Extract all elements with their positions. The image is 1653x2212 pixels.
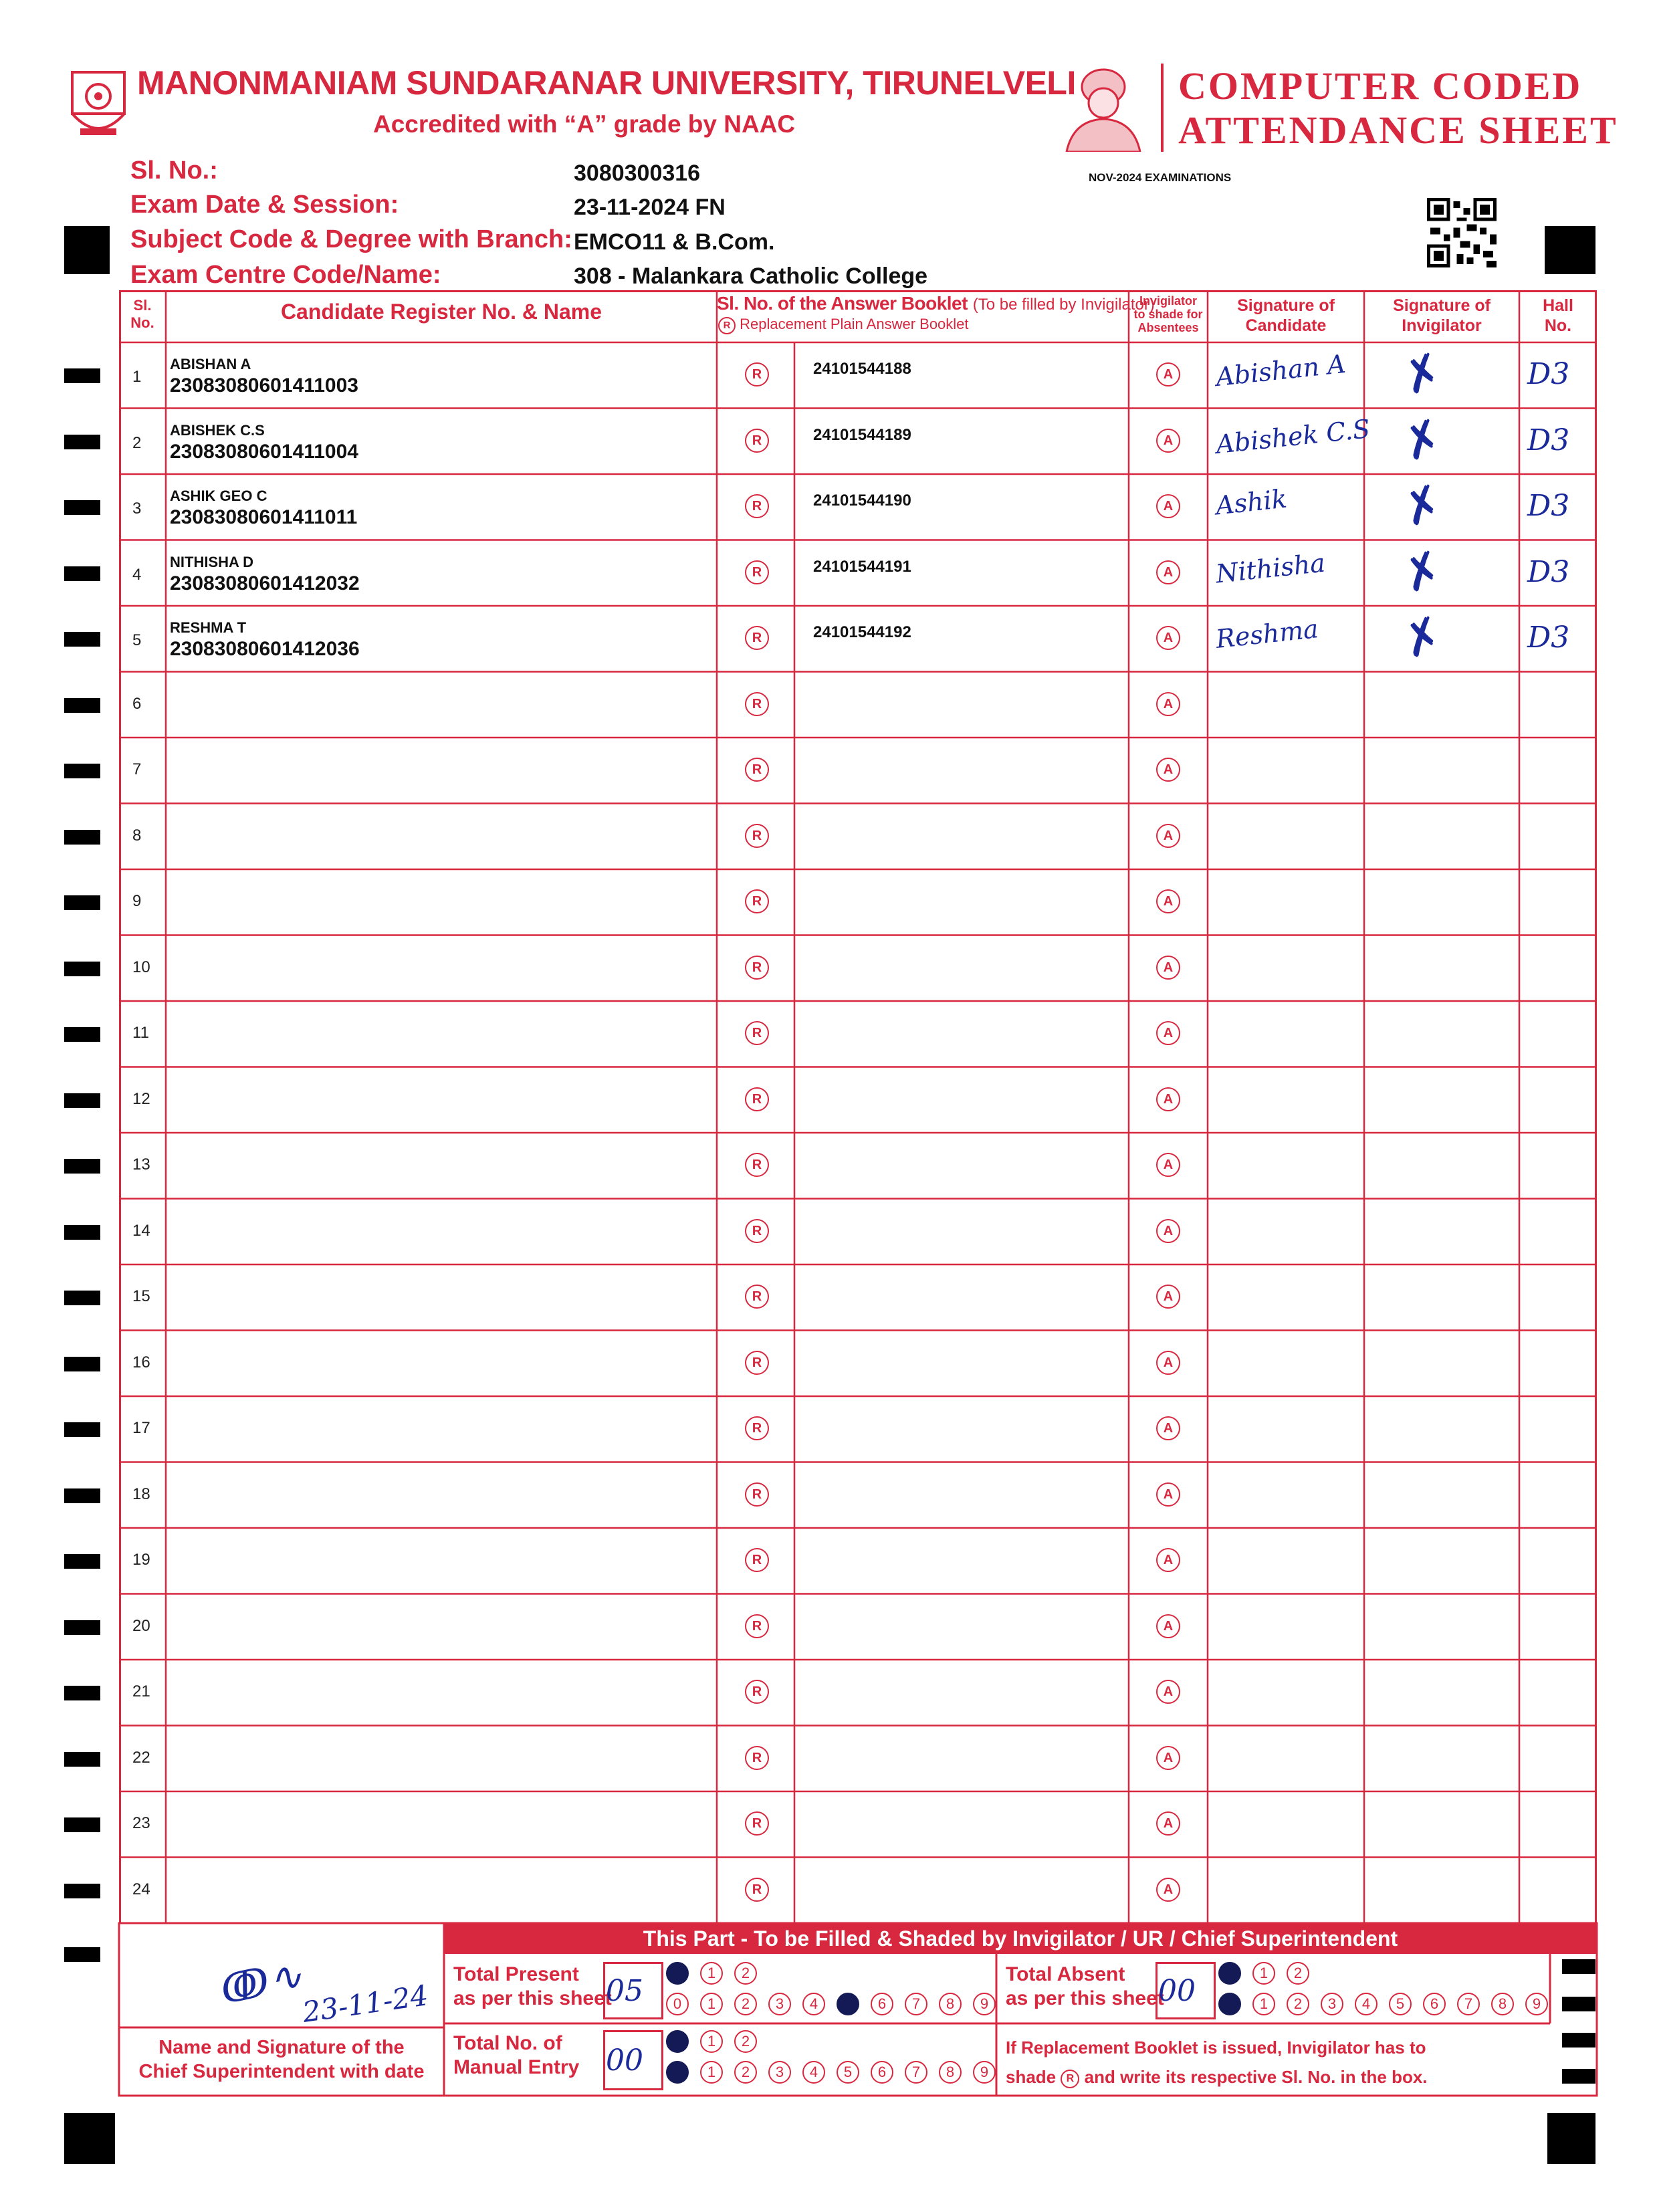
invigilator-signature: ✗: [1394, 604, 1450, 670]
col-header-sig-candidate-2: Candidate: [1245, 316, 1327, 335]
absent-units-bubble-5[interactable]: 5: [1389, 1993, 1412, 2015]
absent-units-bubble-7[interactable]: 7: [1457, 1993, 1480, 2015]
manual-label-2: Manual Entry: [453, 2056, 580, 2078]
footer-banner: This Part - To be Filled & Shaded by Invigilator / UR / Chief Superintendent: [444, 1923, 1597, 1954]
manual-units-bubble-3[interactable]: 3: [768, 2061, 791, 2084]
row-number: 22: [132, 1748, 150, 1767]
candidate-signature: Abishan A: [1214, 348, 1347, 393]
col-header-absent-1: Invigilator: [1139, 294, 1197, 308]
replacement-bubble[interactable]: R: [745, 1219, 769, 1243]
absent-bubble[interactable]: A: [1156, 1351, 1180, 1375]
replacement-note-shade: shade: [1006, 2067, 1057, 2087]
row-number: 11: [132, 1024, 149, 1042]
sheet-title-line1: COMPUTER CODED: [1178, 64, 1583, 108]
present-units-bubble-2[interactable]: 2: [734, 1993, 757, 2015]
invigilator-signature: ✗: [1394, 407, 1450, 473]
row-number: 6: [132, 694, 142, 713]
manual-tens-bubble-2[interactable]: 2: [734, 2030, 757, 2053]
absent-bubble[interactable]: A: [1156, 1021, 1180, 1045]
candidate-name: NITHISHA D: [170, 553, 254, 570]
present-label-1: Total Present: [453, 1963, 579, 1985]
subject-value: EMCO11 & B.Com.: [574, 229, 775, 255]
booklet-number: 24101544191: [813, 557, 911, 576]
replacement-note-rest: and write its respective Sl. No. in the box.: [1084, 2067, 1428, 2087]
replacement-bubble[interactable]: R: [745, 1087, 769, 1111]
chief-label: [119, 2035, 444, 2084]
absent-bubble[interactable]: A: [1156, 1811, 1180, 1836]
exam-date-value: 23-11-2024 FN: [574, 195, 726, 220]
absent-bubble[interactable]: A: [1156, 889, 1180, 913]
absent-bubble[interactable]: A: [1156, 692, 1180, 716]
row-number: 16: [132, 1353, 150, 1371]
absent-bubble[interactable]: A: [1156, 1087, 1180, 1111]
absent-bubble[interactable]: A: [1156, 758, 1180, 782]
absent-value: 00: [1158, 1974, 1196, 2008]
absent-bubble[interactable]: A: [1156, 1680, 1180, 1704]
row-number: 24: [132, 1880, 150, 1898]
replacement-bubble[interactable]: R: [745, 560, 769, 584]
register-number: 23083080601412036: [170, 638, 360, 660]
replacement-bubble[interactable]: R: [745, 1416, 769, 1440]
replacement-bubble[interactable]: R: [745, 889, 769, 913]
col-header-booklet-main: Sl. No. of the Answer Booklet: [717, 293, 968, 314]
absent-bubble[interactable]: A: [1156, 362, 1180, 386]
replacement-bubble[interactable]: R: [745, 429, 769, 453]
chief-label-1: Name and Signature of the: [158, 2037, 405, 2058]
manual-units-bubble-6[interactable]: 6: [871, 2061, 893, 2084]
absent-bubble[interactable]: A: [1156, 1878, 1180, 1902]
manual-units-bubble-1[interactable]: 1: [700, 2061, 723, 2084]
manual-label: [453, 2031, 579, 2080]
absent-bubble[interactable]: A: [1156, 1548, 1180, 1572]
present-label-2: as per this sheet: [453, 1987, 612, 2009]
col-header-slno-2: No.: [130, 314, 154, 331]
absent-units-bubble-2[interactable]: 2: [1287, 1993, 1309, 2015]
replacement-bubble-icon: R: [1061, 2070, 1079, 2088]
manual-units-bubble-9[interactable]: 9: [973, 2061, 996, 2084]
col-header-hall-2: No.: [1544, 316, 1572, 335]
present-tens-bubble-2[interactable]: 2: [734, 1962, 757, 1985]
replacement-bubble[interactable]: R: [745, 692, 769, 716]
absent-bubble[interactable]: A: [1156, 626, 1180, 650]
row-number: 13: [132, 1155, 150, 1174]
absent-units-bubble-3[interactable]: 3: [1321, 1993, 1343, 2015]
present-tens-bubble-0[interactable]: [666, 1962, 689, 1985]
row-number: 14: [132, 1221, 150, 1240]
row-number: 2: [132, 433, 142, 452]
chief-signature: ↂ∿: [217, 1951, 307, 2014]
exam-date-label: Exam Date & Session:: [130, 191, 399, 219]
manual-units-bubble-5[interactable]: 5: [837, 2061, 859, 2084]
register-number: 23083080601412032: [170, 572, 360, 594]
manual-units-bubble-0[interactable]: [666, 2061, 689, 2084]
row-number: 4: [132, 565, 142, 584]
absent-label: [1006, 1963, 1164, 2011]
present-units-bubble-9[interactable]: 9: [973, 1993, 996, 2015]
hall-number: D3: [1527, 423, 1570, 457]
absent-units-bubble-6[interactable]: 6: [1423, 1993, 1446, 2015]
col-header-sig-candidate-1: Signature of: [1237, 296, 1335, 315]
absent-bubble[interactable]: A: [1156, 1153, 1180, 1177]
col-header-hall-1: Hall: [1543, 296, 1573, 315]
candidate-signature: Ashik: [1214, 483, 1289, 521]
row-number: 1: [132, 368, 142, 386]
candidate-signature: Abishek C.S: [1214, 413, 1371, 459]
replacement-bubble[interactable]: R: [745, 1548, 769, 1572]
col-header-candidate: Candidate Register No. & Name: [280, 300, 602, 324]
row-number: 18: [132, 1484, 150, 1503]
invigilator-signature: ✗: [1394, 473, 1450, 538]
row-number: 19: [132, 1551, 150, 1569]
hall-number: D3: [1527, 489, 1570, 523]
invigilator-signature: ✗: [1394, 341, 1450, 407]
chief-date: 23-11-24: [300, 1979, 431, 2029]
register-number: 23083080601411003: [170, 374, 358, 397]
absent-tens-bubble-0[interactable]: [1218, 1962, 1241, 1985]
booklet-number: 24101544190: [813, 491, 911, 510]
absent-bubble[interactable]: A: [1156, 1614, 1180, 1638]
col-header-sig-invigilator-1: Signature of: [1393, 296, 1491, 315]
present-units-bubble-6[interactable]: 6: [871, 1993, 893, 2015]
row-number: 21: [132, 1682, 150, 1700]
col-header-sig-invigilator-2: Invigilator: [1402, 316, 1482, 335]
row-number: 20: [132, 1616, 150, 1635]
exam-tag: NOV-2024 EXAMINATIONS: [1089, 171, 1232, 184]
absent-units-bubble-8[interactable]: 8: [1491, 1993, 1514, 2015]
replacement-bubble[interactable]: R: [745, 758, 769, 782]
manual-value: 00: [606, 2043, 643, 2078]
col-header-booklet-note: (To be filled by Invigilator): [972, 296, 1155, 314]
row-number: 8: [132, 826, 142, 845]
row-number: 7: [132, 760, 142, 778]
absent-label-2: as per this sheet: [1006, 1987, 1164, 2009]
manual-tens-bubble-0[interactable]: [666, 2030, 689, 2053]
row-number: 5: [132, 631, 142, 649]
replacement-bubble[interactable]: R: [745, 626, 769, 650]
absent-bubble[interactable]: A: [1156, 824, 1180, 848]
present-units-bubble-0[interactable]: 0: [666, 1993, 689, 2015]
present-tens-bubble-1[interactable]: 1: [700, 1962, 723, 1985]
col-header-slno-1: Sl.: [133, 297, 152, 314]
accreditation-text: Accredited with “A” grade by NAAC: [373, 110, 796, 138]
absent-units-bubble-4[interactable]: 4: [1355, 1993, 1378, 2015]
absent-bubble[interactable]: A: [1156, 494, 1180, 518]
subject-label: Subject Code & Degree with Branch:: [130, 225, 572, 253]
row-number: 15: [132, 1287, 150, 1305]
sl-no-label: Sl. No.:: [130, 156, 218, 185]
booklet-number: 24101544189: [813, 425, 911, 444]
replacement-note-1: If Replacement Booklet is issued, Invigilator has to: [1006, 2037, 1426, 2058]
register-number: 23083080601411011: [170, 506, 358, 528]
row-number: 3: [132, 500, 142, 518]
present-units-bubble-4[interactable]: 4: [802, 1993, 825, 2015]
absent-units-bubble-1[interactable]: 1: [1252, 1993, 1275, 2015]
candidate-signature: Reshma: [1214, 614, 1320, 654]
replacement-bubble[interactable]: R: [745, 1614, 769, 1638]
present-label: [453, 1963, 612, 2011]
university-name: MANONMANIAM SUNDARANAR UNIVERSITY, TIRUNELVELI: [137, 64, 1076, 102]
replacement-bubble[interactable]: R: [745, 1153, 769, 1177]
replacement-bubble-icon: R: [718, 317, 736, 334]
present-units-bubble-8[interactable]: 8: [939, 1993, 962, 2015]
replacement-bubble[interactable]: R: [745, 824, 769, 848]
centre-value: 308 - Malankara Catholic College: [574, 263, 928, 289]
register-number: 23083080601411004: [170, 440, 358, 463]
absent-label-1: Total Absent: [1006, 1963, 1125, 1985]
manual-units-bubble-8[interactable]: 8: [939, 2061, 962, 2084]
replacement-bubble[interactable]: R: [745, 494, 769, 518]
present-value: 05: [606, 1974, 643, 2008]
replacement-bubble[interactable]: R: [745, 956, 769, 980]
hall-number: D3: [1527, 357, 1570, 391]
replacement-note: [1006, 2033, 1428, 2092]
candidate-name: RESHMA T: [170, 619, 247, 636]
chief-label-2: Chief Superintendent with date: [138, 2061, 425, 2082]
replacement-bubble[interactable]: R: [745, 1680, 769, 1704]
col-header-replacement-text: Replacement Plain Answer Booklet: [740, 316, 969, 332]
absent-bubble[interactable]: A: [1156, 956, 1180, 980]
sheet-title-line2: ATTENDANCE SHEET: [1178, 108, 1618, 152]
manual-tens-bubble-1[interactable]: 1: [700, 2030, 723, 2053]
absent-bubble[interactable]: A: [1156, 1285, 1180, 1309]
hall-number: D3: [1527, 621, 1570, 655]
present-units-bubble-3[interactable]: 3: [768, 1993, 791, 2015]
invigilator-signature: ✗: [1394, 538, 1450, 604]
sl-no-value: 3080300316: [574, 160, 701, 186]
replacement-bubble[interactable]: R: [745, 1351, 769, 1375]
replacement-bubble[interactable]: R: [745, 1878, 769, 1902]
present-units-bubble-7[interactable]: 7: [905, 1993, 927, 2015]
absent-tens-bubble-2[interactable]: 2: [1287, 1962, 1309, 1985]
manual-units-bubble-7[interactable]: 7: [905, 2061, 927, 2084]
absent-units-bubble-0[interactable]: [1218, 1993, 1241, 2015]
row-number: 10: [132, 958, 150, 976]
row-number: 23: [132, 1814, 150, 1832]
booklet-number: 24101544192: [813, 623, 911, 641]
col-header-absent-2: to shade for: [1133, 308, 1203, 321]
present-units-bubble-1[interactable]: 1: [700, 1993, 723, 2015]
present-units-bubble-5[interactable]: [837, 1993, 859, 2015]
manual-label-1: Total No. of: [453, 2032, 562, 2054]
replacement-bubble[interactable]: R: [745, 1746, 769, 1770]
replacement-bubble[interactable]: R: [745, 1811, 769, 1836]
replacement-bubble[interactable]: R: [745, 362, 769, 386]
row-number: 17: [132, 1419, 150, 1437]
absent-units-bubble-9[interactable]: 9: [1525, 1993, 1548, 2015]
absent-tens-bubble-1[interactable]: 1: [1252, 1962, 1275, 1985]
row-number: 12: [132, 1089, 150, 1108]
replacement-bubble[interactable]: R: [745, 1482, 769, 1507]
absent-bubble[interactable]: A: [1156, 560, 1180, 584]
manual-units-bubble-4[interactable]: 4: [802, 2061, 825, 2084]
absent-bubble[interactable]: A: [1156, 1746, 1180, 1770]
candidate-name: ABISHAN A: [170, 356, 251, 372]
col-header-absent-3: Absentees: [1137, 321, 1199, 334]
manual-units-bubble-2[interactable]: 2: [734, 2061, 757, 2084]
absent-bubble[interactable]: A: [1156, 1416, 1180, 1440]
candidate-name: ASHIK GEO C: [170, 487, 267, 504]
absent-bubble[interactable]: A: [1156, 1482, 1180, 1507]
hall-number: D3: [1527, 554, 1570, 589]
absent-bubble[interactable]: A: [1156, 1219, 1180, 1243]
absent-bubble[interactable]: A: [1156, 429, 1180, 453]
booklet-number: 24101544188: [813, 360, 911, 378]
candidate-name: ABISHEK C.S: [170, 421, 265, 439]
candidate-signature: Nithisha: [1214, 548, 1327, 588]
replacement-bubble[interactable]: R: [745, 1021, 769, 1045]
replacement-bubble[interactable]: R: [745, 1285, 769, 1309]
replacement-note-2: [1006, 2062, 1428, 2092]
centre-label: Exam Centre Code/Name:: [130, 261, 441, 289]
row-number: 9: [132, 892, 142, 910]
